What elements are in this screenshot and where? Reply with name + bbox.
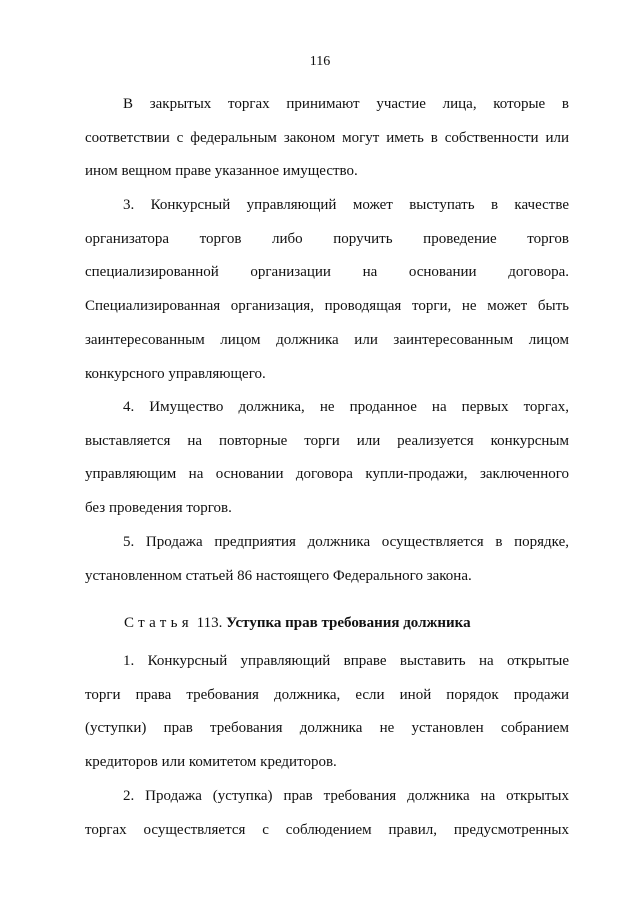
text-line: соответствии с федеральным законом могут иметь в собственности или (85, 129, 569, 146)
paragraph-item-3 (85, 189, 569, 391)
article-heading (124, 607, 574, 640)
text-line: торги права требования должника, если иной порядок продажи (85, 686, 569, 703)
paragraph-item-4 (85, 391, 569, 526)
text-line: кредиторов или комитетом кредиторов. (85, 754, 337, 771)
text-line: установленном статьей 86 настоящего Федерального закона. (85, 567, 472, 584)
text-line: управляющим на основании договора купли-продажи, заключенного (85, 466, 569, 483)
text-line: организатора торгов либо поручить проведение торгов (85, 230, 569, 247)
text-line: 1. Конкурсный управляющий вправе выставить на открытые (123, 653, 569, 669)
text-line: без проведения торгов. (85, 500, 232, 517)
text-line: заинтересованным лицом должника или заинтересованным лицом (85, 331, 569, 348)
paragraph-article-113-item-2 (85, 780, 569, 847)
text-line: Специализированная организация, проводящая торги, не может быть (85, 298, 569, 315)
article-title: Уступка прав требования должника (226, 615, 471, 631)
text-line: торгах осуществляется с соблюдением правил, предусмотренных (85, 821, 569, 838)
text-line: 2. Продажа (уступка) прав требования должника на открытых (123, 788, 569, 804)
article-number: 113. (196, 615, 223, 631)
article-word: Статья (124, 615, 193, 631)
text-line: В закрытых торгах принимают участие лица, которые в (123, 96, 569, 112)
text-line: выставляется на повторные торги или реализуется конкурсным (85, 432, 569, 449)
text-line: 3. Конкурсный управляющий может выступать в качестве (123, 197, 569, 213)
paragraph-closed-auctions (85, 88, 569, 189)
text-line: ином вещном праве указанное имущество. (85, 163, 358, 180)
page-number: 116 (309, 54, 331, 69)
paragraph-item-5 (85, 526, 569, 593)
paragraph-article-113-item-1 (85, 645, 569, 780)
text-line: 5. Продажа предприятия должника осуществляется в порядке, (123, 534, 569, 550)
text-line: 4. Имущество должника, не проданное на первых торгах, (123, 399, 569, 415)
text-line: (уступки) прав требования должника не установлен собранием (85, 720, 569, 737)
text-line: конкурсного управляющего. (85, 365, 266, 382)
text-line: специализированной организации на основании договора. (85, 264, 569, 281)
